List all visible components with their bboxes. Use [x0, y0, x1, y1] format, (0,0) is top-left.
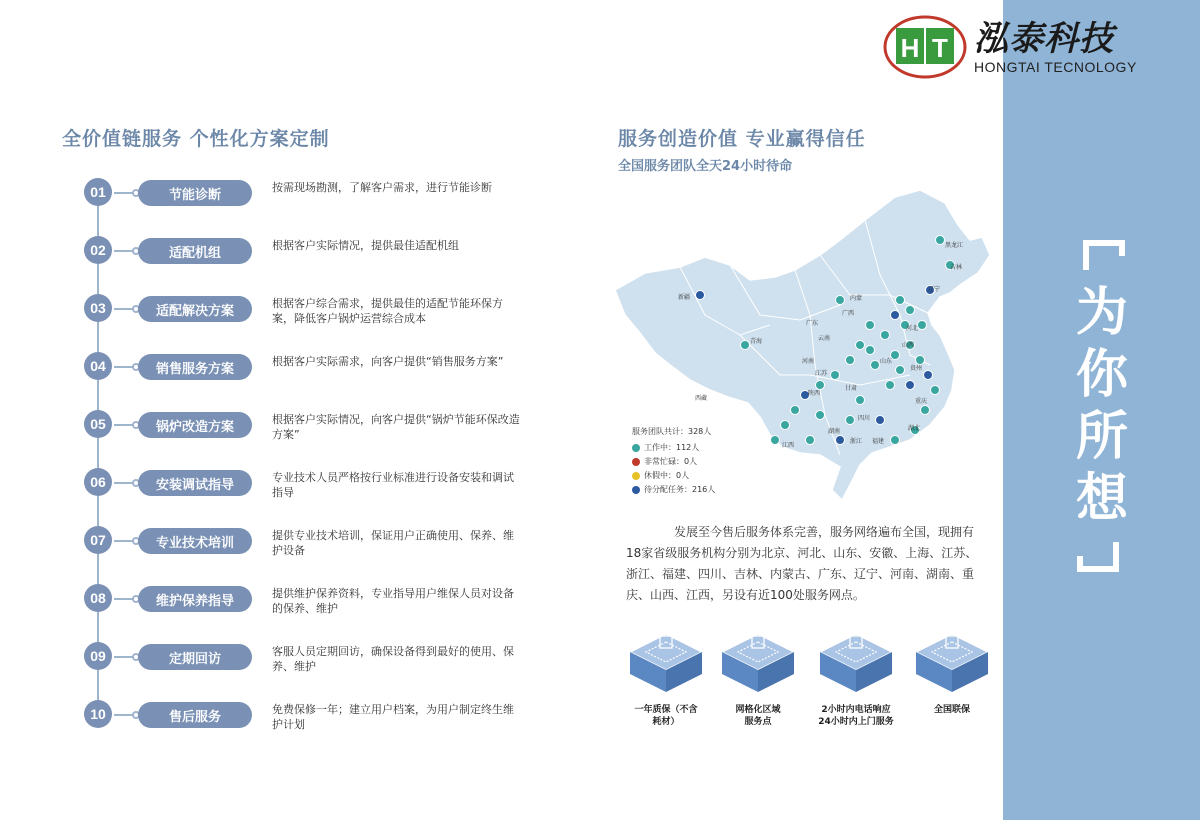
province-label: 广东 — [806, 320, 819, 327]
legend-dot-icon — [632, 472, 640, 480]
legend-dot-icon — [632, 458, 640, 466]
step-label: 适配解决方案 — [138, 296, 252, 322]
service-step — [84, 700, 544, 730]
step-description: 免费保修一年；建立用户档案，为用户制定终生维护计划 — [272, 703, 514, 731]
service-team-marker — [871, 361, 880, 370]
province-label: 山西 — [902, 342, 915, 349]
service-team-marker — [866, 346, 875, 355]
province-label: 陕西 — [808, 390, 821, 397]
service-features — [620, 626, 992, 726]
step-description: 提供维护保养资料，专业指导用户维保人员对设备的保养、维护 — [272, 587, 514, 615]
province-label: 江苏 — [815, 370, 828, 377]
legend-label: 待分配任务：216人 — [644, 485, 716, 494]
province-label: 湖北 — [908, 425, 921, 432]
province-label: 河北 — [906, 325, 919, 332]
service-team-marker — [896, 296, 905, 305]
service-team-marker — [696, 291, 705, 300]
service-team-marker — [891, 311, 900, 320]
step-description: 客服人员定期回访，确保设备得到最好的使用、保养、维护 — [272, 645, 514, 673]
province-label: 辽宁 — [928, 286, 941, 293]
step-connector — [114, 192, 134, 194]
service-team-marker — [806, 436, 815, 445]
province-label: 青海 — [750, 338, 763, 345]
step-description: 根据客户实际需求，向客户提供“销售服务方案” — [272, 355, 504, 368]
province-label: 云南 — [818, 335, 831, 342]
left-section-title: 全价值链服务 个性化方案定制 — [62, 128, 330, 150]
service-team-marker — [924, 371, 933, 380]
legend-item — [632, 441, 715, 455]
service-team-marker — [816, 411, 825, 420]
step-number: 09 — [84, 642, 112, 670]
feature-cube-icon — [718, 626, 798, 698]
province-label: 四川 — [858, 415, 871, 422]
step-label: 安装调试指导 — [138, 470, 252, 496]
service-team-marker — [906, 306, 915, 315]
step-number: 01 — [84, 178, 112, 206]
step-number: 02 — [84, 236, 112, 264]
svg-text:T: T — [932, 33, 948, 63]
service-team-marker — [846, 416, 855, 425]
step-label: 适配机组 — [138, 238, 252, 264]
service-feature — [810, 626, 902, 728]
step-description: 专业技术人员严格按行业标准进行设备安装和调试指导 — [272, 471, 514, 499]
service-team-marker — [916, 356, 925, 365]
step-label: 专业技术培训 — [138, 528, 252, 554]
service-team-marker — [866, 321, 875, 330]
slogan-char: 想 — [1075, 469, 1128, 529]
step-number: 03 — [84, 294, 112, 322]
service-feature — [906, 626, 998, 716]
service-team-marker — [836, 436, 845, 445]
service-team-marker — [816, 381, 825, 390]
service-team-marker — [876, 416, 885, 425]
service-step — [84, 410, 544, 440]
service-team-marker — [881, 331, 890, 340]
step-label: 销售服务方案 — [138, 354, 252, 380]
feature-cube-icon — [626, 626, 706, 698]
service-team-marker — [836, 296, 845, 305]
province-label: 甘肃 — [845, 385, 858, 392]
legend-item — [632, 455, 715, 469]
feature-label: 全国联保 — [933, 705, 970, 715]
step-number: 04 — [84, 352, 112, 380]
service-team-marker — [931, 386, 940, 395]
vertical-slogan — [1072, 282, 1132, 530]
step-connector — [114, 366, 134, 368]
service-team-marker — [856, 396, 865, 405]
step-label: 定期回访 — [138, 644, 252, 670]
step-description: 按需现场勘测，了解客户需求，进行节能诊断 — [272, 181, 492, 194]
step-label: 售后服务 — [138, 702, 252, 728]
step-connector — [114, 656, 134, 658]
service-step — [84, 642, 544, 672]
service-step — [84, 584, 544, 614]
service-team-marker — [918, 321, 927, 330]
service-step — [84, 526, 544, 556]
step-label: 节能诊断 — [138, 180, 252, 206]
province-label: 西藏 — [695, 395, 708, 402]
province-label: 重庆 — [915, 398, 928, 405]
legend-item — [632, 483, 715, 497]
right-section-title: 服务创造价值 专业赢得信任 — [618, 128, 866, 150]
step-connector — [114, 540, 134, 542]
feature-label: 一年质保（不含 耗材） — [634, 705, 698, 727]
step-label: 维护保养指导 — [138, 586, 252, 612]
province-label: 江西 — [782, 442, 795, 449]
step-description: 提供专业技术培训，保证用户正确使用、保养、维护设备 — [272, 529, 514, 557]
service-network-intro: 发展至今售后服务体系完善，服务网络遍布全国，现拥有18家省级服务机构分别为北京、河北、山东、安徽、上海、江苏、浙江、福建、四川、吉林、内蒙古、广东、辽宁、河南、湖南、重庆、山西、江西，另设有近100处服务网点。 — [626, 525, 978, 602]
legend-dot-icon — [632, 444, 640, 452]
legend-item — [632, 469, 715, 483]
service-feature — [712, 626, 804, 728]
feature-label: 网格化区域 服务点 — [735, 705, 781, 727]
svg-text:H: H — [900, 33, 920, 63]
step-description: 根据客户综合需求，提供最佳的适配节能环保方案，降低客户锅炉运营综合成本 — [272, 297, 503, 325]
step-connector — [114, 424, 134, 426]
step-connector — [114, 308, 134, 310]
service-team-marker — [896, 366, 905, 375]
timeline-line — [97, 192, 99, 714]
service-team-marker — [856, 341, 865, 350]
province-label: 福建 — [872, 438, 885, 445]
step-description: 根据客户实际情况，提供最佳适配机组 — [272, 239, 459, 252]
logo-chinese-name: 泓泰科技 — [974, 19, 1114, 59]
service-team-marker — [771, 436, 780, 445]
service-team-marker — [891, 436, 900, 445]
slogan-char: 你 — [1075, 345, 1128, 405]
service-step — [84, 352, 544, 382]
legend-label: 非常忙碌：0人 — [644, 457, 698, 466]
step-number: 08 — [84, 584, 112, 612]
legend-total: 服务团队共计：328人 — [632, 427, 712, 436]
legend-dot-icon — [632, 486, 640, 494]
service-team-marker — [921, 406, 930, 415]
service-team-marker — [831, 371, 840, 380]
province-label: 河南 — [802, 358, 815, 365]
province-label: 山东 — [880, 358, 893, 365]
bracket-bottom-decoration — [1083, 542, 1119, 572]
step-connector — [114, 598, 134, 600]
service-step — [84, 468, 544, 498]
province-label: 内蒙 — [850, 295, 863, 302]
right-section-subtitle: 全国服务团队全天24小时待命 — [618, 159, 793, 174]
feature-label: 2小时内电话响应 24小时内上门服务 — [818, 705, 894, 727]
province-label: 贵州 — [910, 365, 923, 372]
province-label: 黑龙江 — [945, 242, 964, 249]
province-label: 吉林 — [950, 264, 963, 271]
legend-label: 工作中：112人 — [644, 443, 700, 452]
service-team-marker — [936, 236, 945, 245]
province-label: 新疆 — [678, 294, 691, 301]
service-step — [84, 294, 544, 324]
step-description: 根据客户实际情况，向客户提供“锅炉节能环保改造方案” — [272, 413, 520, 441]
service-team-marker — [781, 421, 790, 430]
step-number: 06 — [84, 468, 112, 496]
feature-cube-icon — [912, 626, 992, 698]
step-connector — [114, 250, 134, 252]
service-team-marker — [846, 356, 855, 365]
company-logo — [882, 14, 1137, 80]
service-step — [84, 236, 544, 266]
service-feature — [620, 626, 712, 728]
step-number: 10 — [84, 700, 112, 728]
step-label: 锅炉改造方案 — [138, 412, 252, 438]
step-connector — [114, 714, 134, 716]
province-label: 浙江 — [850, 438, 863, 445]
service-step — [84, 178, 544, 208]
map-legend — [632, 425, 715, 497]
step-number: 05 — [84, 410, 112, 438]
province-label: 湖南 — [828, 428, 841, 435]
legend-label: 休假中：0人 — [644, 471, 690, 480]
step-number: 07 — [84, 526, 112, 554]
service-team-marker — [741, 341, 750, 350]
feature-cube-icon — [816, 626, 896, 698]
logo-english-name: HONGTAI TECNOLOGY — [974, 59, 1137, 75]
ht-logo-icon — [882, 14, 968, 80]
step-connector — [114, 482, 134, 484]
bracket-top-decoration — [1083, 240, 1119, 270]
service-team-marker — [791, 406, 800, 415]
province-label: 广西 — [842, 310, 855, 317]
service-team-marker — [906, 381, 915, 390]
service-team-marker — [886, 381, 895, 390]
slogan-char: 所 — [1075, 407, 1128, 467]
slogan-char: 为 — [1075, 283, 1128, 343]
